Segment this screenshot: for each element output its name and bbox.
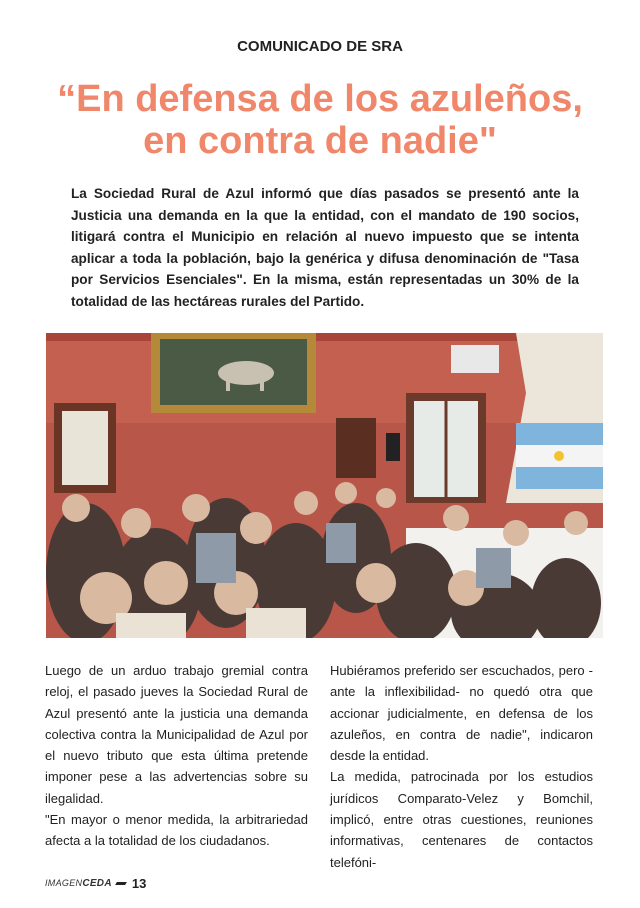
headline bbox=[0, 78, 640, 162]
lead-paragraph: La Sociedad Rural de Azul informó que días pasados se presentó ante la Justicia una demanda en la que la entidad, con el mandato de 190 socios, litigará contra el Municipio en relación al nuevo impuesto que se intenta aplicar a toda la población, bajo la genérica y difusa denominación de "Tasa por Servicios Esenciales". En la misma, están representadas un 30% de la totalidad de las hectáreas rurales del Partido. bbox=[71, 186, 579, 309]
body-column-left bbox=[45, 660, 308, 852]
body-paragraph: La medida, patrocinada por los estudios jurídicos Comparato-Velez y Bomchil, implicó, entre otras cuestiones, reuniones informativas, centenares de contactos telefóni- bbox=[330, 769, 593, 870]
publication-logo bbox=[45, 878, 112, 889]
body-column-right bbox=[330, 660, 593, 873]
body-paragraph: Hubiéramos preferido ser escuchados, pero -ante la inflexibilidad- no quedó otra que accionar judicialmente, en defensa de los azuleños, en contra de nadie", indicaron desde la entidad. bbox=[330, 663, 593, 764]
body-paragraph: "En mayor o menor medida, la arbitrariedad afecta a la totalidad de los ciudadanos. bbox=[45, 812, 308, 849]
brand-prefix: IMAGEN bbox=[45, 878, 83, 888]
meeting-photo bbox=[46, 333, 603, 638]
logo-swoosh-icon bbox=[115, 882, 127, 885]
meeting-photo-illustration bbox=[46, 333, 603, 638]
body-paragraph: Luego de un arduo trabajo gremial contra reloj, el pasado jueves la Sociedad Rural de Azul presentó ante la justicia una demanda colectiva contra la Municipalidad de Azul por el nuevo tributo que esta última pretende imponer pese a las advertencias sobre su ilegalidad. bbox=[45, 663, 308, 806]
brand-name: CEDA bbox=[82, 878, 112, 889]
headline-line-2: en contra de nadie" bbox=[143, 120, 497, 162]
page-number: 13 bbox=[131, 876, 147, 891]
headline-line-1: “En defensa de los azuleños, bbox=[57, 78, 583, 120]
section-kicker: COMUNICADO DE SRA bbox=[237, 38, 403, 55]
page-footer bbox=[45, 876, 146, 891]
